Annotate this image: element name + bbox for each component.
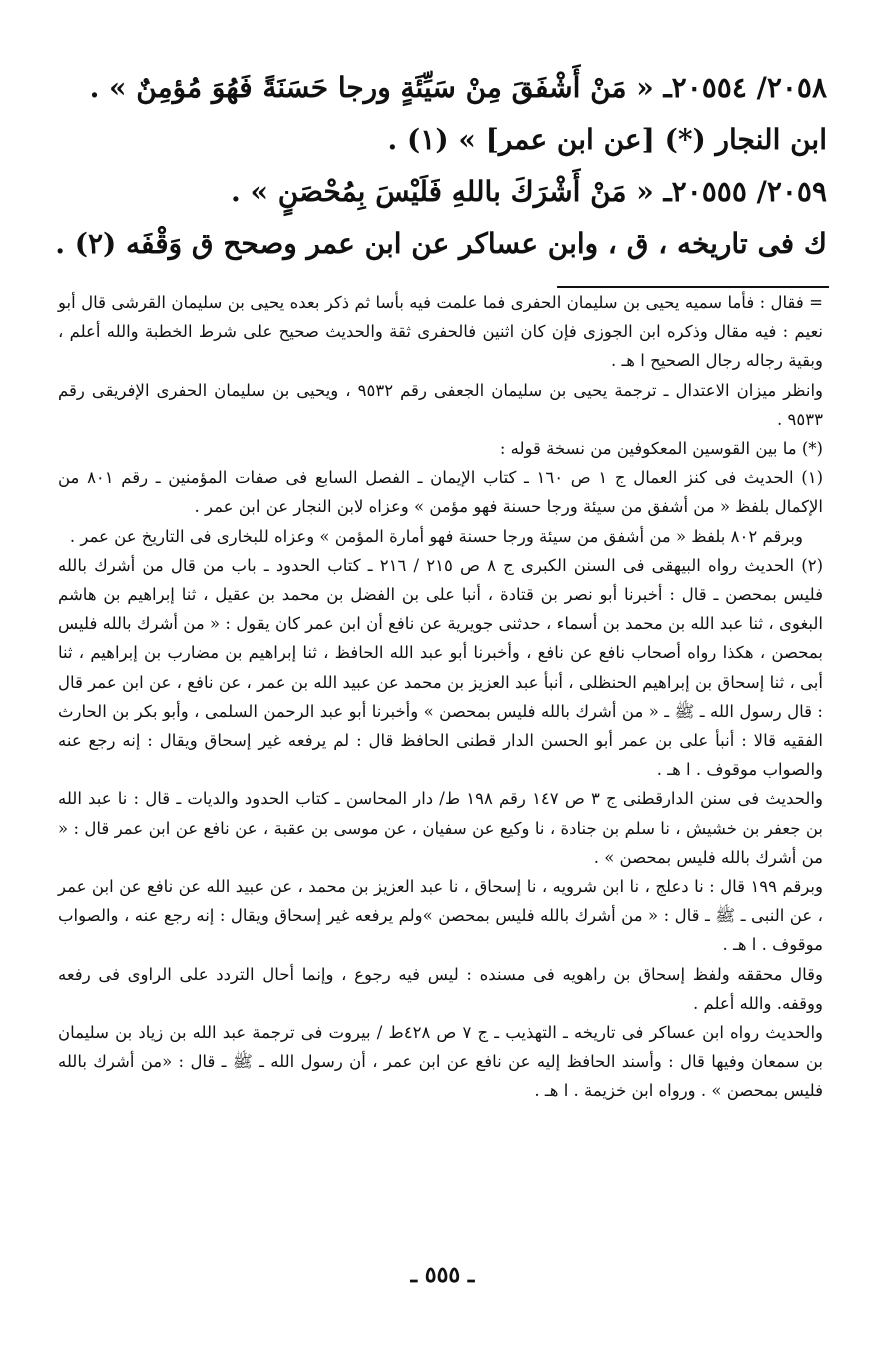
hadith-line: ابن النجار (*) [عن ابن عمر] » (١) .: [387, 123, 827, 156]
hadith-line: ٢٠٥٨/ ٢٠٥٥٤ـ « مَنْ أَشْفَقَ مِنْ سَيِّئَةٍ ورجا حَسَنَةً فَهُوَ مُؤمِنٌ » .: [89, 71, 827, 104]
footnote-paragraph: = فقال : فأما سميه يحيى بن سليمان الحفرى فما علمت فيه بأسا ثم ذكر بعده يحيى بن سليمان القرشى قال أبو نعيم : فيه مقال وذكره ابن الجوزى فإن كان اثنين فالحفرى ثقة والحديث صحيح على شرط الخطبة والله أعلم ، وبقية رجاله رجال الصحيح ا هـ .: [58, 293, 823, 371]
footnote-paragraph: (٢) الحديث رواه البيهقى فى السنن الكبرى ج ٨ ص ٢١٥ / ٢١٦ ـ كتاب الحدود ـ باب من قال من أشرك بالله فليس بمحصن ـ قال : أخبرنا أبو نصر بن قتادة ، أنبا على بن الفضل بن محمد بن عقيل ، ثنا إبراهيم بن هاشم البغوى ، ثنا عبد الله بن محمد بن أسماء ، حدثنى جويرية عن نافع أن ابن عمر كان يقول : « من أشرك بالله فليس بمحصن ، هكذا رواه أصحاب نافع عن نافع ، وأخبرنا أبو عبد الله الحافظ ، ثنا إبراهيم بن مضارب بن إبراهيم ، ثنا أبى ، ثنا إسحاق بن إبراهيم الحنظلى ، أنبأ عبد العزيز بن محمد عن عبيد الله بن عمر ، عن نافع ، عن ابن عمر قال : قال رسول الله ـ ﷺ ـ « من أشرك بالله فليس بمحصن » وأخبرنا أبو عبد الرحمن السلمى ، وأبو بكر بن الحارث الفقيه قالا : أنبأ على بن عمر أبو الحسن الدار قطنى الحافظ قال : لم يرفعه غير إسحاق ويقال : إنه رجع عنه والصواب موقوف . ا هـ .: [58, 555, 823, 780]
footnote-paragraph: (*) ما بين القوسين المعكوفين من نسخة قوله :: [499, 439, 823, 459]
footnote-paragraph: وانظر ميزان الاعتدال ـ ترجمة يحيى بن سليمان الجعفى رقم ٩٥٣٢ ، ويحيى بن سليمان الحفرى الإفريقى رقم ٩٥٣٣ .: [58, 380, 823, 429]
page-number: ـ ٥٥٥ ـ: [410, 1262, 475, 1288]
hadith-line: ٢٠٥٩/ ٢٠٥٥٥ـ « مَنْ أَشْرَكَ باللهِ فَلَيْسَ بِمُحْصَنٍ » .: [231, 175, 827, 208]
hadith-line: ك فى تاريخه ، ق ، وابن عساكر عن ابن عمر وصحح ق وَقْفَه (٢) .: [55, 227, 827, 260]
footnote-paragraph: والحديث رواه ابن عساكر فى تاريخه ـ التهذيب ـ ج ٧ ص ٤٢٨ط / بيروت فى ترجمة عبد الله بن زياد بن سليمان بن سمعان وفيها قال : وأسند الحافظ إليه عن نافع عن ابن عمر ، أن رسول الله ـ ﷺ ـ قال : «من أشرك بالله فليس بمحصن » . ورواه ابن خزيمة . ا هـ .: [58, 1023, 823, 1101]
footnote-paragraph: والحديث فى سنن الدارقطنى ج ٣ ص ١٤٧ رقم ١٩٨ ط/ دار المحاسن ـ كتاب الحدود والديات ـ قال : نا عبد الله بن جعفر بن خشيش ، نا سلم بن جنادة ، نا وكيع عن سفيان ، عن موسى بن عقبة ، عن نافع عن ابن عمر قال : « من أشرك بالله فليس بمحصن » .: [58, 789, 823, 867]
footnotes: [58, 288, 823, 1106]
footnote-paragraph: (١) الحديث فى كنز العمال ج ١ ص ١٦٠ ـ كتاب الإيمان ـ الفصل السابع فى صفات المؤمنين ـ رقم ٨٠١ من الإكمال بلفظ « من أشفق من سيئة ورجا حسنة فهو مؤمن » وعزاه لابن النجار عن ابن عمر .: [58, 468, 823, 517]
footnote-paragraph: وبرقم ١٩٩ قال : نا دعلج ، نا ابن شرويه ، نا إسحاق ، نا عبد العزيز بن محمد ، عن عبيد الله عن نافع عن ابن عمر ، عن النبى ـ ﷺ ـ قال : « من أشرك بالله فليس بمحصن »ولم يرفعه غير إسحاق ويقال : إنه رجع عنه ، والصواب موقوف . ا هـ .: [58, 877, 823, 955]
footnote-paragraph: وقال محققه ولفظ إسحاق بن راهويه فى مسنده : ليس فيه رجوع ، وإنما أحال التردد على الراوى فى رفعه ووقفه. والله أعلم .: [58, 964, 823, 1013]
main-text: [55, 62, 827, 270]
footnote-paragraph: وبرقم ٨٠٢ بلفظ « من أشفق من سيئة ورجا حسنة فهو أمارة المؤمن » وعزاه للبخارى فى التاريخ عن عمر .: [69, 526, 803, 546]
